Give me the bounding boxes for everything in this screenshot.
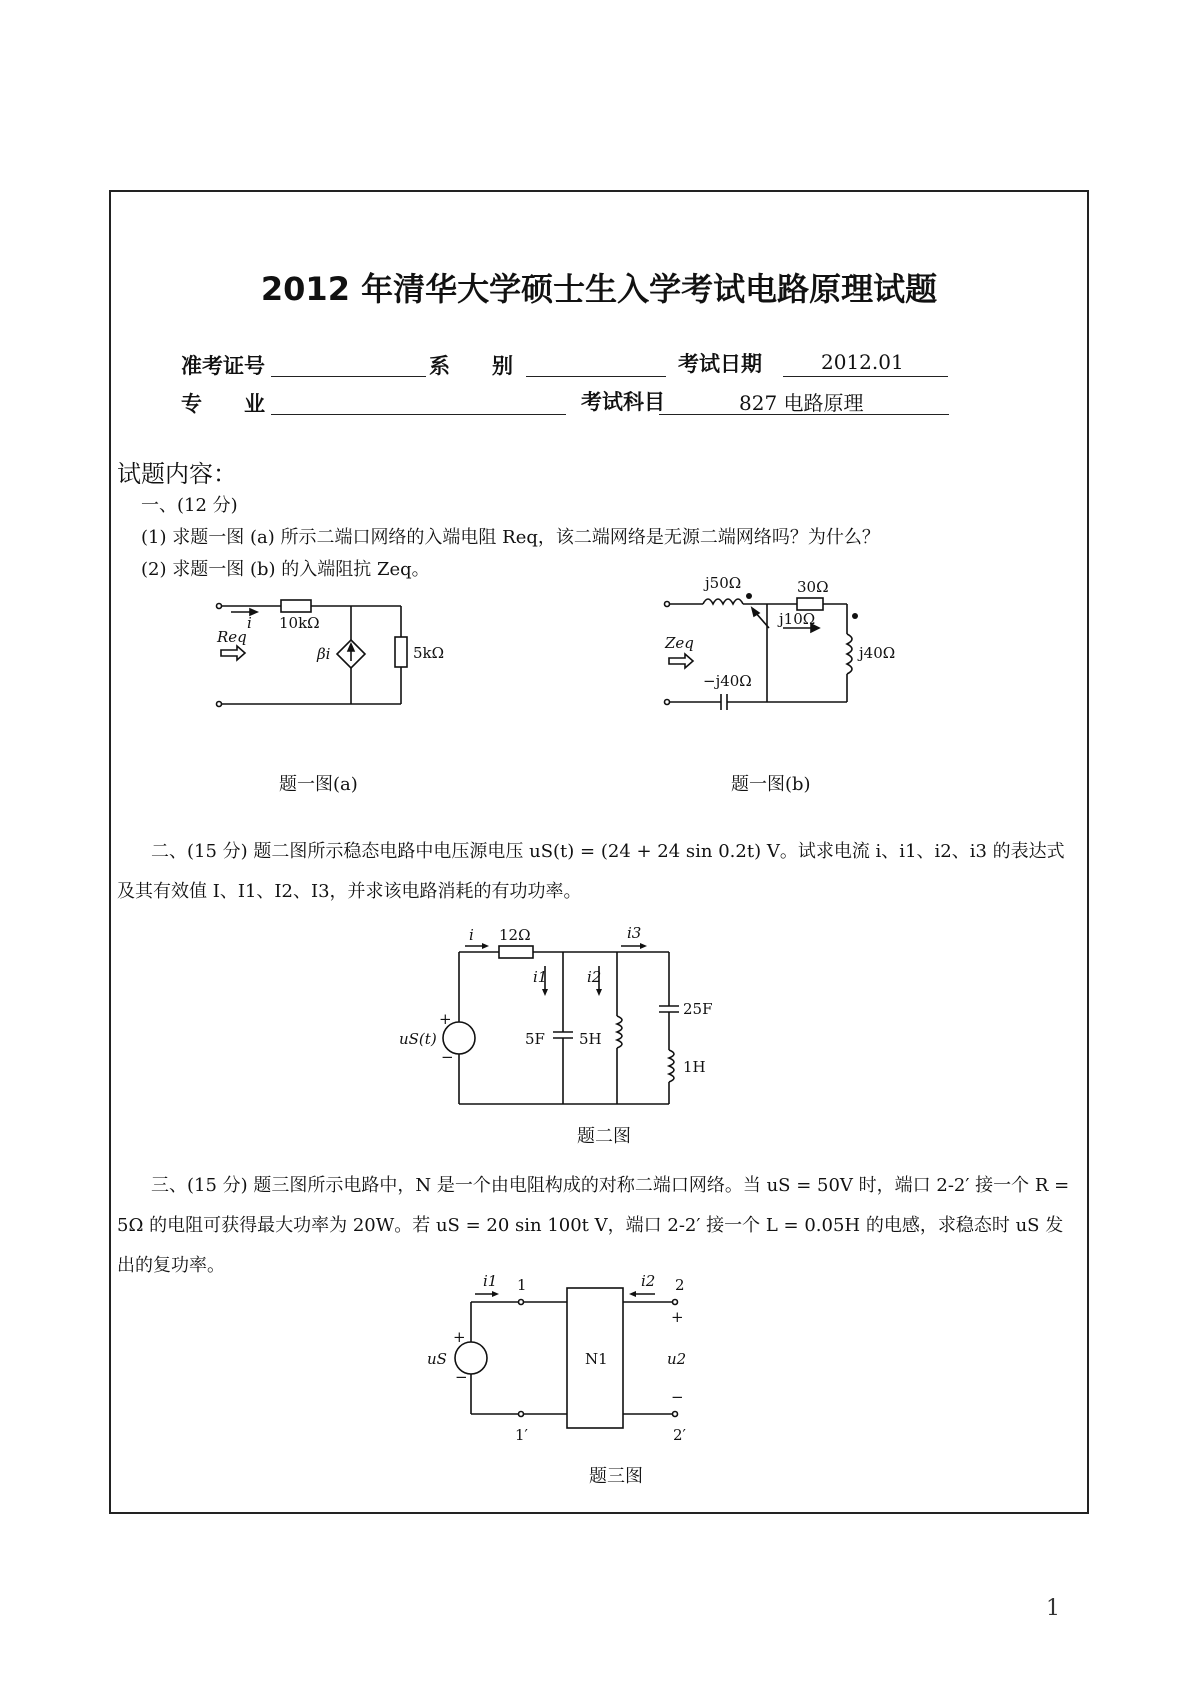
dept-line xyxy=(526,376,666,377)
resistor-30 xyxy=(797,598,823,610)
fig3-us: uS xyxy=(427,1350,447,1368)
dot-marker xyxy=(746,593,752,599)
fig2-plus: + xyxy=(439,1010,452,1028)
dept-label: 系 别 xyxy=(429,354,513,378)
terminal-top xyxy=(665,602,670,607)
fig3-caption: 题三图 xyxy=(589,1466,643,1487)
terminal-bottom xyxy=(217,702,222,707)
fig3-minus: − xyxy=(455,1368,468,1386)
fig2-i1: i1 xyxy=(533,968,548,986)
fig1b-l2: j40Ω xyxy=(859,644,896,662)
exam-id-line xyxy=(271,376,426,377)
major-label: 专 业 xyxy=(181,392,265,416)
date-line xyxy=(783,376,948,377)
fig2-l2: 1H xyxy=(683,1058,706,1076)
section-heading: 试题内容： xyxy=(117,460,237,488)
fig1a-req: Req xyxy=(217,628,247,646)
figure-3 xyxy=(427,1272,727,1452)
q3-text: 三、(15 分) 题三图所示电路中，N 是一个由电阻构成的对称二端口网络。当 uS = 50V 时，端口 2-2′ 接一个 R = 5Ω 的电阻可获得最大功率为 20W。若 uS = 20 sin 100t V，端口 2-2′ 接一个 L = 0.05H 的电感，求稳态时 uS 发出的复功率。 xyxy=(117,1175,1070,1276)
exam-frame xyxy=(109,190,1089,1514)
fig2-i: i xyxy=(469,926,474,944)
figure-1a xyxy=(211,582,451,752)
fig1b-r1: 30Ω xyxy=(797,578,829,596)
fig2-caption: 题二图 xyxy=(577,1126,631,1147)
resistor-12 xyxy=(499,946,533,958)
zeq-arrow xyxy=(669,654,693,668)
fig3-i1: i1 xyxy=(483,1272,498,1290)
figure-1b xyxy=(659,572,939,752)
fig3-n2: 2 xyxy=(675,1276,685,1294)
q2-text: 二、(15 分) 题二图所示稳态电路中电压源电压 uS(t) = (24 + 24 sin 0.2t) V。试求电流 i、i1、i2、i3 的表达式及其有效值 I、I1、I2、I3，并求该电路消耗的有功功率。 xyxy=(117,841,1065,902)
fig1b-c: −j40Ω xyxy=(703,672,752,690)
page-title: 2012 年清华大学硕士生入学考试电路原理试题 xyxy=(260,270,938,308)
inductor-j50 xyxy=(703,599,743,604)
resistor-10k xyxy=(281,600,311,612)
page-number: 1 xyxy=(1046,1596,1060,1621)
inductor-j40 xyxy=(847,634,852,674)
req-arrow xyxy=(221,646,245,660)
fig1a-i: i xyxy=(247,614,252,632)
fig1b-zeq: Zeq xyxy=(665,634,694,652)
fig2-minus: − xyxy=(441,1048,454,1066)
fig3-n1p: 1′ xyxy=(515,1426,528,1444)
inductor-5h xyxy=(617,1016,622,1048)
figure-2 xyxy=(399,922,729,1112)
exam-id-label: 准考证号 xyxy=(181,354,265,378)
fig3-n2p: 2′ xyxy=(673,1426,686,1444)
q1-part1: (1) 求题一图 (a) 所示二端口网络的入端电阻 Req，该二端网络是无源二端网络吗？为什么？ xyxy=(141,527,880,548)
fig2-i3: i3 xyxy=(627,924,642,942)
fig3-net: N1 xyxy=(585,1350,608,1368)
subject-label: 考试科目 xyxy=(581,390,665,414)
q1-header: 一、(12 分) xyxy=(141,495,238,516)
resistor-5k xyxy=(395,637,407,667)
fig2-i2: i2 xyxy=(587,968,602,986)
q1-part2: (2) 求题一图 (b) 的入端阻抗 Zeq。 xyxy=(141,559,430,580)
fig1b-m: j10Ω xyxy=(779,610,816,628)
terminal-bottom xyxy=(665,700,670,705)
subject-value: 827 电路原理 xyxy=(739,391,864,415)
terminal-top xyxy=(217,604,222,609)
fig1b-l1: j50Ω xyxy=(705,574,742,592)
fig1a-r2: 5kΩ xyxy=(413,644,445,662)
fig2-c1: 5F xyxy=(525,1030,545,1048)
fig3-u2: u2 xyxy=(667,1350,687,1368)
fig2-r: 12Ω xyxy=(499,926,531,944)
fig3-i2: i2 xyxy=(641,1272,656,1290)
inductor-1h xyxy=(669,1050,674,1082)
fig1a-r1: 10kΩ xyxy=(279,614,320,632)
fig1a-caption: 题一图(a) xyxy=(279,774,358,795)
fig2-c2: 25F xyxy=(683,1000,713,1018)
date-value: 2012.01 xyxy=(821,350,904,374)
fig3-plus: + xyxy=(453,1328,466,1346)
dot-marker xyxy=(852,613,858,619)
fig1a-src: βi xyxy=(317,645,331,663)
fig1b-caption: 题一图(b) xyxy=(731,774,811,795)
fig3-n1: 1 xyxy=(517,1276,527,1294)
fig3-u2plus: + xyxy=(671,1308,684,1326)
fig2-l1: 5H xyxy=(579,1030,602,1048)
major-line xyxy=(271,414,566,415)
fig3-u2minus: − xyxy=(671,1388,684,1406)
date-label: 考试日期 xyxy=(678,352,762,376)
fig2-src: uS(t) xyxy=(399,1030,437,1048)
